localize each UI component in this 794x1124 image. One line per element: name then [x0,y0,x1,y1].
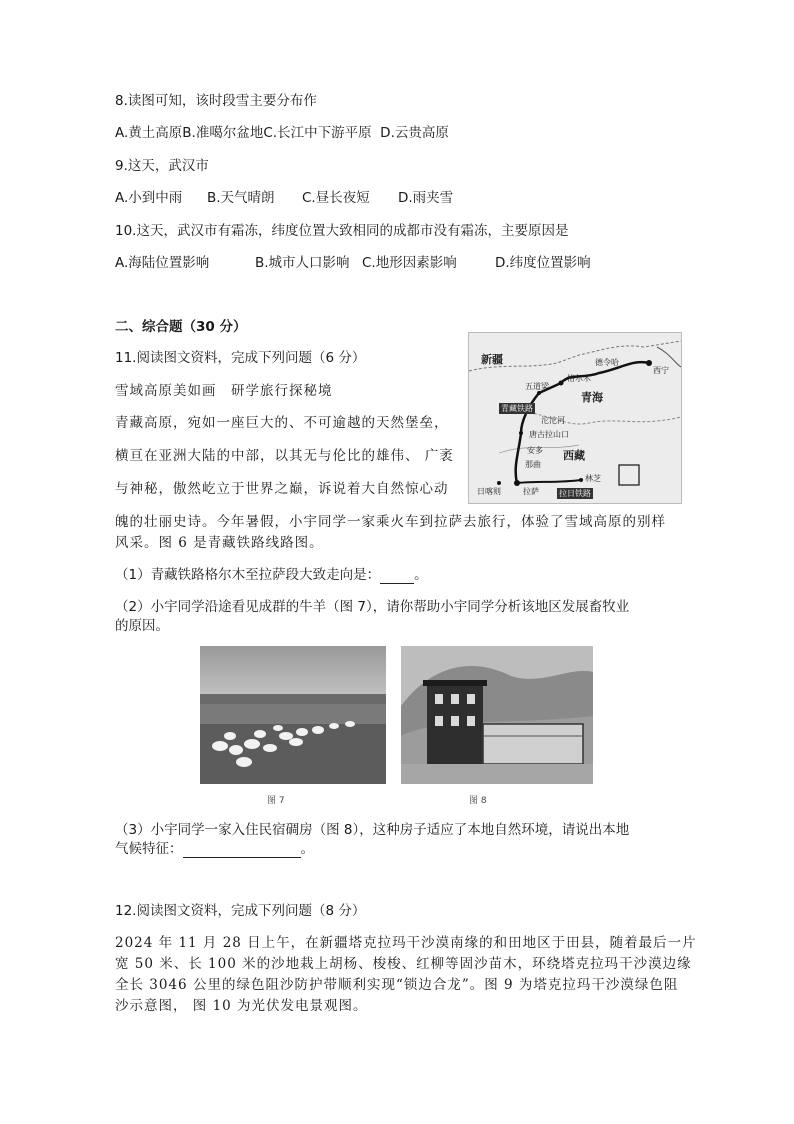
q8-stem: 8.读图可知，该时段雪主要分布作 [115,93,317,109]
figure-7-caption: 图 7 [267,796,285,806]
map-label-nyingchi: 林芝 [585,474,601,483]
q8-option-b: B.准噶尔盆地 [182,125,264,141]
map-label-xinjiang: 新疆 [481,353,503,366]
q11-sub2-line: 的原因。 [115,618,169,634]
figure-8-house-photo [401,646,593,784]
q8-option-a: A.黄土高原 [115,125,183,141]
q11-subtitle: 雪域高原美如画 研学旅行探秘境 [115,383,333,399]
q9-options [115,189,453,207]
figure-7-sheep-photo [200,646,386,784]
q12-para-line: 全长 3046 公里的绿色阻沙防护带顺利实现“锁边合龙”。图 9 为塔克拉玛干沙漠绿色阻 [115,977,679,993]
q10-option-a: A.海陆位置影响 [115,255,210,271]
map-label-delingha: 德令哈 [595,358,619,367]
figure-8-caption: 图 8 [469,796,487,806]
map-label-wudaoliang: 五道梁 [525,382,549,391]
q9-option-a: A.小到中雨 [115,190,183,206]
q11-stem: 11.阅读图文资料，完成下列问题（6 分） [115,350,366,366]
railway-map [468,332,682,504]
map-label-railway: 青藏铁路 [501,404,533,413]
q11-sub1-answer-blank[interactable] [380,569,414,584]
house-illustration [401,646,593,784]
q9-stem: 9.这天，武汉市 [115,158,209,174]
q11-sub2-line: （2）小宇同学沿途看见成群的牛羊（图 7），请你帮助小宇同学分析该地区发展畜牧业 [115,599,630,615]
section-title: 二、综合题（30 分） [115,319,247,335]
q10-stem: 10.这天，武汉市有霜冻，纬度位置大致相同的成都市没有霜冻，主要原因是 [115,223,569,239]
q11-sub1-end: 。 [414,567,428,583]
q10-option-d: D.纬度位置影响 [495,255,591,271]
map-label-tuotuohe: 沱沱河 [541,416,565,425]
q12-para-line: 2024 年 11 月 28 日上午，在新疆塔克拉玛干沙漠南缘的和田地区于田县，随着最后一片 [115,935,697,951]
q12-para-line: 宽 50 米、长 100 米的沙地栽上胡杨、梭梭、红柳等固沙苗木，环绕塔克拉玛干沙漠边缘 [115,956,692,972]
q10-options [115,254,591,272]
q12-para-line: 沙示意图， 图 10 为光伏发电景观图。 [115,998,368,1014]
q11-sub3-end: 。 [300,841,314,857]
q8-options [115,124,449,142]
map-label-xizang: 西藏 [563,449,585,462]
q8-option-c: C.长江中下游平原 [263,125,372,141]
q11-sub3 [115,840,314,858]
q11-para-line: 风采。图 6 是青藏铁路线路图。 [115,535,324,551]
map-label-extension: 拉日铁路 [559,489,591,498]
map-label-shigatse: 日喀则 [477,487,501,496]
q11-sub1 [115,566,428,584]
map-label-xining: 西宁 [653,366,669,375]
q11-para-line: 魄的壮丽史诗。今年暑假，小宇同学一家乘火车到拉萨去旅行，体验了雪域高原的别样 [115,514,666,530]
q9-option-c: C.昼长夜短 [302,190,370,206]
map-label-golmud: 格尔木 [567,374,591,383]
q8-option-d: D.云贵高原 [380,125,449,141]
q9-option-d: D.雨夹雪 [398,190,454,206]
map-label-naqu: 那曲 [525,460,541,469]
map-label-lhasa: 拉萨 [523,487,539,496]
q12-stem: 12.阅读图文资料，完成下列问题（8 分） [115,903,366,919]
q11-sub3-line: （3）小宇同学一家入住民宿碉房（图 8），这种房子适应了本地自然环境，请说出本地 [115,822,630,838]
q11-para-line: 横亘在亚洲大陆的中部，以其无与伦比的雄伟、 广袤 [115,448,454,464]
q11-sub3-answer-blank[interactable] [183,843,301,858]
q11-sub1-text: （1）青藏铁路格尔木至拉萨段大致走向是： [115,567,381,583]
map-label-anduo: 安多 [527,446,543,455]
map-label-tanggula: 唐古拉山口 [529,430,569,439]
q10-option-c: C.地形因素影响 [362,255,457,271]
q10-option-b: B.城市人口影响 [255,255,350,271]
q9-option-b: B.天气晴朗 [207,190,275,206]
q11-para-line: 青藏高原，宛如一座巨大的、不可逾越的天然堡垒， [115,415,449,431]
q11-sub3-text: 气候特征： [115,841,183,857]
q11-para-line: 与神秘，傲然屹立于世界之巅，诉说着大自然惊心动 [115,481,449,497]
sheep-illustration [200,646,386,784]
map-label-qinghai: 青海 [581,391,603,404]
